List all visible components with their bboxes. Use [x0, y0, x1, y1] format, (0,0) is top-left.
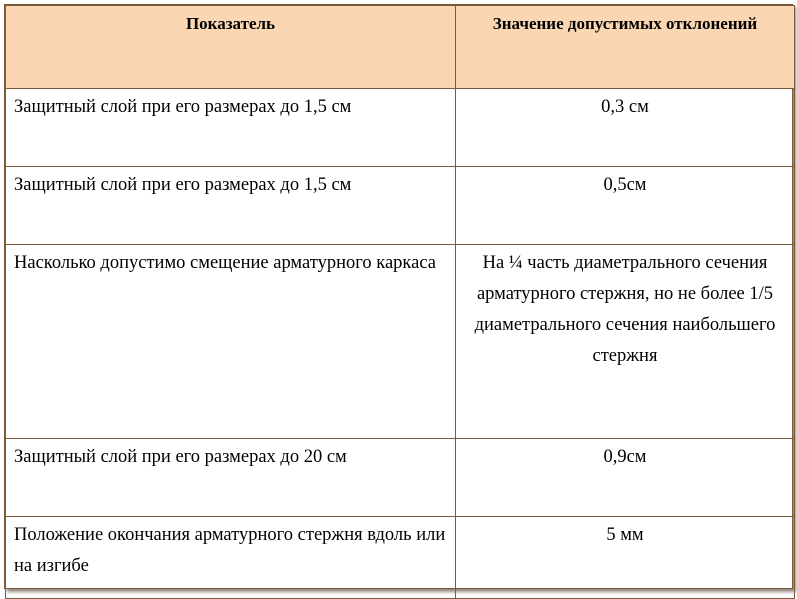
row-parameter-cell: Защитный слой при его размерах до 1,5 см	[6, 89, 456, 167]
table-row	[6, 167, 795, 245]
row-value-cell: 0,5см	[456, 167, 795, 245]
table-row	[6, 89, 795, 167]
header-tolerance-value: Значение допустимых отклонений	[456, 6, 795, 89]
table-row	[6, 439, 795, 517]
tolerances-table-frame	[4, 4, 793, 589]
row-parameter-cell: Защитный слой при его размерах до 20 см	[6, 439, 456, 517]
row-value-cell: 0,3 см	[456, 89, 795, 167]
table-header-row	[6, 6, 795, 89]
table-row	[6, 517, 795, 599]
row-parameter-cell: Защитный слой при его размерах до 1,5 см	[6, 167, 456, 245]
table-row	[6, 245, 795, 439]
row-parameter-cell: Положение окончания арматурного стержня вдоль или на изгибе	[6, 517, 456, 599]
row-value-cell: На ¼ часть диаметрального сечения арматурного стержня, но не более 1/5 диаметрального сечения наибольшего стержня	[456, 245, 795, 439]
tolerances-table	[5, 5, 795, 599]
header-parameter: Показатель	[6, 6, 456, 89]
row-parameter-cell: Насколько допустимо смещение арматурного каркаса	[6, 245, 456, 439]
row-value-cell: 5 мм	[456, 517, 795, 599]
row-value-cell: 0,9см	[456, 439, 795, 517]
